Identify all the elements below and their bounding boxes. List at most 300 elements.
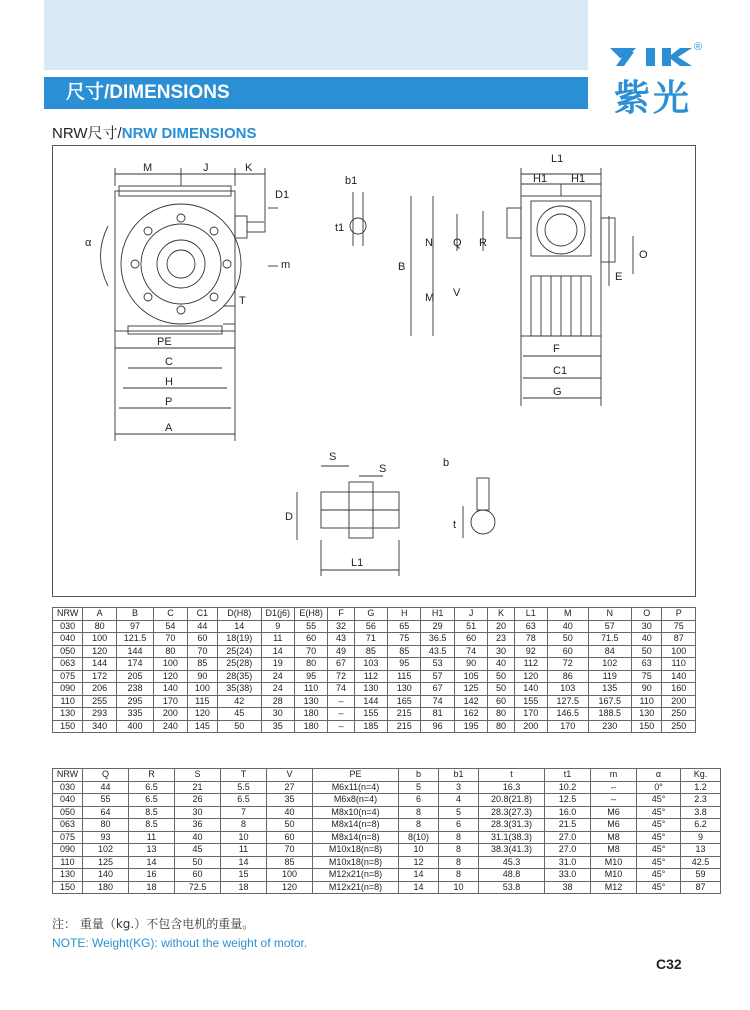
- table-cell: 8: [439, 844, 479, 857]
- table-cell: 14: [221, 856, 267, 869]
- table-cell: 80: [294, 658, 327, 671]
- table-cell: M10: [591, 869, 637, 882]
- table-cell: 188.5: [588, 708, 632, 721]
- table-cell: 80: [488, 720, 514, 733]
- table-cell: 57: [421, 670, 454, 683]
- table-cell: 18: [129, 881, 175, 894]
- table-cell: 14: [399, 869, 439, 882]
- table-cell: 100: [154, 658, 187, 671]
- table-cell: 70: [187, 645, 217, 658]
- table-cell: 14: [261, 645, 294, 658]
- table-cell: 150: [53, 881, 83, 894]
- table-cell: 45: [175, 844, 221, 857]
- table-header-row: [53, 608, 696, 621]
- table-cell: V: [267, 769, 313, 782]
- table-cell: 24: [261, 683, 294, 696]
- table-cell: 142: [454, 695, 487, 708]
- table-cell: 090: [53, 683, 83, 696]
- table-cell: 8(10): [399, 831, 439, 844]
- label-g: G: [553, 386, 562, 398]
- table-cell: 3: [439, 781, 479, 794]
- table-cell: 4: [439, 794, 479, 807]
- label-b: B: [398, 261, 406, 273]
- table-row: [53, 794, 721, 807]
- table-cell: 238: [116, 683, 153, 696]
- table-cell: 105: [454, 670, 487, 683]
- table-cell: 55: [294, 620, 327, 633]
- table-cell: 21.5: [545, 819, 591, 832]
- table-cell: 80: [83, 819, 129, 832]
- table-cell: 80: [83, 620, 116, 633]
- table-cell: 18(19): [218, 633, 262, 646]
- table-cell: 10: [221, 831, 267, 844]
- table-cell: 63: [514, 620, 547, 633]
- table-cell: 70: [294, 645, 327, 658]
- table-cell: 293: [83, 708, 116, 721]
- table-cell: 80: [488, 708, 514, 721]
- table-cell: 110: [53, 856, 83, 869]
- table-cell: M6x8(n=4): [313, 794, 399, 807]
- table-cell: 130: [388, 683, 421, 696]
- table-cell: 40: [632, 633, 662, 646]
- table-cell: t1: [545, 769, 591, 782]
- table-cell: 25(24): [218, 645, 262, 658]
- table-cell: 103: [354, 658, 387, 671]
- table-cell: 400: [116, 720, 153, 733]
- table-cell: 144: [83, 658, 116, 671]
- table-cell: 38.3(41.3): [479, 844, 545, 857]
- dimensions-table-2: [52, 768, 721, 894]
- label-s-right: S: [379, 463, 387, 475]
- table-cell: 165: [388, 695, 421, 708]
- table-cell: 130: [294, 695, 327, 708]
- label-h: H: [165, 376, 173, 388]
- table-cell: 100: [662, 645, 696, 658]
- table-cell: 206: [83, 683, 116, 696]
- table-cell: 255: [83, 695, 116, 708]
- table-cell: M6x11(n=4): [313, 781, 399, 794]
- table-cell: D(H8): [218, 608, 262, 621]
- table-cell: 28.3(31.3): [479, 819, 545, 832]
- table-cell: 174: [116, 658, 153, 671]
- table-cell: 60: [488, 695, 514, 708]
- table-cell: 42.5: [681, 856, 721, 869]
- registered-mark: ®: [694, 41, 703, 53]
- table-cell: NRW: [53, 608, 83, 621]
- table-cell: 160: [662, 683, 696, 696]
- table-cell: 35(38): [218, 683, 262, 696]
- table-cell: 050: [53, 806, 83, 819]
- table-cell: M10: [591, 856, 637, 869]
- label-j: J: [203, 162, 209, 174]
- label-b-key: b: [443, 457, 450, 469]
- table-cell: 215: [388, 708, 421, 721]
- table-cell: E(H8): [294, 608, 327, 621]
- table-cell: 130: [53, 869, 83, 882]
- table-cell: 8: [221, 819, 267, 832]
- table-cell: 200: [154, 708, 187, 721]
- table-cell: M8x10(n=4): [313, 806, 399, 819]
- table-cell: 6.5: [129, 781, 175, 794]
- table-cell: –: [591, 781, 637, 794]
- table-header-row: [53, 769, 721, 782]
- table-row: [53, 695, 696, 708]
- table-cell: 5.5: [221, 781, 267, 794]
- table-cell: 35: [261, 720, 294, 733]
- table-cell: 19: [261, 658, 294, 671]
- table-cell: 110: [632, 695, 662, 708]
- label-h1-left: H1: [533, 173, 548, 185]
- table-cell: 44: [187, 620, 217, 633]
- table-cell: 57: [588, 620, 632, 633]
- table-cell: 20.8(21.8): [479, 794, 545, 807]
- table-cell: 28: [261, 695, 294, 708]
- table-cell: 72: [548, 658, 589, 671]
- table-cell: 120: [267, 881, 313, 894]
- table-cell: R: [129, 769, 175, 782]
- table-cell: 60: [294, 633, 327, 646]
- table-cell: 16.3: [479, 781, 545, 794]
- table-cell: t: [479, 769, 545, 782]
- table-cell: 72: [328, 670, 354, 683]
- header-band: [44, 0, 588, 70]
- table-cell: –: [328, 720, 354, 733]
- table-cell: M10x18(n=8): [313, 844, 399, 857]
- table-cell: 45°: [637, 806, 681, 819]
- table-cell: M8x14(n=8): [313, 831, 399, 844]
- table-cell: 45°: [637, 844, 681, 857]
- table-cell: F: [328, 608, 354, 621]
- table-cell: 2.3: [681, 794, 721, 807]
- table-cell: 38: [545, 881, 591, 894]
- table-cell: D1(j6): [261, 608, 294, 621]
- table-cell: 45°: [637, 794, 681, 807]
- table-cell: 040: [53, 633, 83, 646]
- table-cell: 12.5: [545, 794, 591, 807]
- page-number: C32: [656, 956, 682, 972]
- table-cell: 32: [328, 620, 354, 633]
- table-cell: b1: [439, 769, 479, 782]
- table-cell: 74: [454, 645, 487, 658]
- table-cell: 21: [175, 781, 221, 794]
- table-cell: 11: [221, 844, 267, 857]
- table-cell: 43: [328, 633, 354, 646]
- table-cell: 64: [83, 806, 129, 819]
- table-cell: 5: [439, 806, 479, 819]
- table-cell: 75: [632, 670, 662, 683]
- table-cell: 20: [488, 620, 514, 633]
- table-cell: 155: [354, 708, 387, 721]
- table-cell: –: [328, 695, 354, 708]
- label-o: O: [639, 249, 648, 261]
- table-cell: L1: [514, 608, 547, 621]
- table-cell: 29: [421, 620, 454, 633]
- table-cell: 78: [514, 633, 547, 646]
- table-row: [53, 708, 696, 721]
- table-cell: 100: [83, 633, 116, 646]
- table-cell: 54: [154, 620, 187, 633]
- table-cell: 0°: [637, 781, 681, 794]
- table-cell: 16.0: [545, 806, 591, 819]
- table-row: [53, 633, 696, 646]
- table-cell: 85: [187, 658, 217, 671]
- table-cell: 144: [354, 695, 387, 708]
- table-cell: 110: [53, 695, 83, 708]
- table-cell: 6: [439, 819, 479, 832]
- table-cell: 030: [53, 620, 83, 633]
- table-cell: 3.8: [681, 806, 721, 819]
- table-cell: C1: [187, 608, 217, 621]
- table-cell: 6.2: [681, 819, 721, 832]
- table-cell: 59: [681, 869, 721, 882]
- table-cell: 140: [154, 683, 187, 696]
- label-k: K: [245, 162, 253, 174]
- table-cell: 13: [681, 844, 721, 857]
- table-cell: O: [632, 608, 662, 621]
- note-chinese: 注： 重量（kg.）不包含电机的重量。: [52, 917, 255, 931]
- table-cell: 120: [83, 645, 116, 658]
- table-cell: 53.8: [479, 881, 545, 894]
- table-cell: 74: [328, 683, 354, 696]
- table-cell: 10: [399, 844, 439, 857]
- table-cell: M: [548, 608, 589, 621]
- table-cell: 55: [83, 794, 129, 807]
- table-cell: 1.2: [681, 781, 721, 794]
- label-d1: D1: [275, 189, 290, 201]
- table-cell: 130: [53, 708, 83, 721]
- table-cell: 93: [83, 831, 129, 844]
- table-cell: 45°: [637, 881, 681, 894]
- table-cell: 14: [129, 856, 175, 869]
- table-cell: M12x21(n=8): [313, 869, 399, 882]
- table-cell: 250: [662, 720, 696, 733]
- table-cell: 24: [261, 670, 294, 683]
- dimensions-table-1: [52, 607, 696, 733]
- table-cell: 48.8: [479, 869, 545, 882]
- table-cell: 135: [588, 683, 632, 696]
- table-cell: 95: [388, 658, 421, 671]
- table-cell: 102: [588, 658, 632, 671]
- table-cell: 140: [514, 683, 547, 696]
- table-cell: 16: [129, 869, 175, 882]
- table-cell: 200: [514, 720, 547, 733]
- table-cell: PE: [313, 769, 399, 782]
- table-cell: 30: [261, 708, 294, 721]
- table-cell: 335: [116, 708, 153, 721]
- table-cell: M12: [591, 881, 637, 894]
- table-cell: 162: [454, 708, 487, 721]
- table-cell: 150: [53, 720, 83, 733]
- table-cell: 45°: [637, 856, 681, 869]
- table-cell: 090: [53, 844, 83, 857]
- table-cell: 063: [53, 658, 83, 671]
- table-cell: 14: [218, 620, 262, 633]
- table-cell: 050: [53, 645, 83, 658]
- label-p: P: [165, 396, 173, 408]
- table-cell: 45°: [637, 819, 681, 832]
- table-cell: N: [588, 608, 632, 621]
- table-cell: A: [83, 608, 116, 621]
- table-cell: 103: [548, 683, 589, 696]
- table-cell: 86: [548, 670, 589, 683]
- table-row: [53, 720, 696, 733]
- table-cell: 295: [116, 695, 153, 708]
- table-cell: 97: [116, 620, 153, 633]
- label-r: R: [479, 237, 487, 249]
- label-t1: t1: [335, 222, 345, 234]
- table-cell: M6: [591, 819, 637, 832]
- table-cell: 130: [632, 708, 662, 721]
- table-cell: 7: [221, 806, 267, 819]
- table-row: [53, 806, 721, 819]
- label-e: E: [615, 271, 623, 283]
- table-cell: 25(28): [218, 658, 262, 671]
- label-c: C: [165, 356, 173, 368]
- table-cell: M8: [591, 844, 637, 857]
- table-cell: 63: [632, 658, 662, 671]
- table-cell: 45°: [637, 831, 681, 844]
- table-cell: 030: [53, 781, 83, 794]
- table-cell: 172: [83, 670, 116, 683]
- page-subtitle: [52, 122, 256, 143]
- table-cell: 60: [267, 831, 313, 844]
- label-alpha: α: [85, 237, 92, 249]
- table-cell: 075: [53, 831, 83, 844]
- table-cell: 23: [488, 633, 514, 646]
- table-cell: 9: [261, 620, 294, 633]
- table-cell: 040: [53, 794, 83, 807]
- table-cell: 127.5: [548, 695, 589, 708]
- table-cell: 44: [83, 781, 129, 794]
- table-cell: 6: [399, 794, 439, 807]
- table-cell: 40: [175, 831, 221, 844]
- table-cell: 9: [681, 831, 721, 844]
- table-cell: 112: [514, 658, 547, 671]
- subtitle-main: NRW DIMENSIONS: [121, 125, 257, 142]
- table-cell: 140: [662, 670, 696, 683]
- table-cell: 170: [154, 695, 187, 708]
- brand-name-cn: 紫光: [614, 78, 693, 119]
- table-cell: C: [154, 608, 187, 621]
- table-cell: 90: [454, 658, 487, 671]
- table-cell: 8: [439, 831, 479, 844]
- label-m-side: M: [425, 292, 435, 304]
- table-cell: 215: [388, 720, 421, 733]
- table-cell: 110: [294, 683, 327, 696]
- table-cell: 115: [187, 695, 217, 708]
- table-cell: 8.5: [129, 806, 175, 819]
- label-b1: b1: [345, 175, 358, 187]
- table-cell: 85: [354, 645, 387, 658]
- table-cell: 167.5: [588, 695, 632, 708]
- table-cell: 144: [116, 645, 153, 658]
- table-cell: 205: [116, 670, 153, 683]
- table-cell: 230: [588, 720, 632, 733]
- table-cell: 119: [588, 670, 632, 683]
- label-s-left: S: [329, 451, 337, 463]
- table-cell: K: [488, 608, 514, 621]
- table-cell: 56: [354, 620, 387, 633]
- table-cell: 12: [399, 856, 439, 869]
- table-cell: 150: [632, 720, 662, 733]
- table-cell: 90: [632, 683, 662, 696]
- label-t: T: [239, 295, 246, 307]
- table-cell: 87: [662, 633, 696, 646]
- table-cell: 063: [53, 819, 83, 832]
- table-cell: 50: [267, 819, 313, 832]
- section-title: 尺寸/DIMENSIONS: [44, 77, 588, 109]
- table-cell: 75: [388, 633, 421, 646]
- table-cell: 26: [175, 794, 221, 807]
- table-cell: 45°: [637, 869, 681, 882]
- table-cell: 27: [267, 781, 313, 794]
- table-cell: 170: [514, 708, 547, 721]
- table-cell: –: [328, 708, 354, 721]
- table-cell: 60: [548, 645, 589, 658]
- table-cell: 50: [632, 645, 662, 658]
- table-cell: 15: [221, 869, 267, 882]
- table-row: [53, 819, 721, 832]
- table-cell: 240: [154, 720, 187, 733]
- table-cell: 36: [175, 819, 221, 832]
- table-cell: 140: [83, 869, 129, 882]
- table-cell: 200: [662, 695, 696, 708]
- table-row: [53, 620, 696, 633]
- table-cell: –: [591, 794, 637, 807]
- table-cell: 180: [294, 720, 327, 733]
- table-row: [53, 683, 696, 696]
- table-cell: 40: [488, 658, 514, 671]
- table-cell: 60: [454, 633, 487, 646]
- table-row: [53, 856, 721, 869]
- table-cell: 10: [439, 881, 479, 894]
- table-cell: 13: [129, 844, 175, 857]
- table-cell: 195: [454, 720, 487, 733]
- table-cell: 72.5: [175, 881, 221, 894]
- table-cell: 87: [681, 881, 721, 894]
- table-cell: H: [388, 608, 421, 621]
- table-cell: 180: [294, 708, 327, 721]
- table-cell: 36.5: [421, 633, 454, 646]
- table-cell: 84: [588, 645, 632, 658]
- table-cell: 155: [514, 695, 547, 708]
- table-cell: 31.0: [545, 856, 591, 869]
- table-cell: 60: [175, 869, 221, 882]
- table-row: [53, 645, 696, 658]
- table-cell: b: [399, 769, 439, 782]
- table-cell: 81: [421, 708, 454, 721]
- table-cell: 33.0: [545, 869, 591, 882]
- table-cell: 121.5: [116, 633, 153, 646]
- label-t-key: t: [453, 519, 457, 531]
- table-cell: 075: [53, 670, 83, 683]
- table-cell: 100: [187, 683, 217, 696]
- drawing-labels: [85, 153, 648, 569]
- table-cell: P: [662, 608, 696, 621]
- table-cell: 67: [328, 658, 354, 671]
- table-cell: 71.5: [588, 633, 632, 646]
- table-cell: 28(35): [218, 670, 262, 683]
- table-cell: 8.5: [129, 819, 175, 832]
- table-cell: 35: [267, 794, 313, 807]
- label-m: M: [143, 162, 153, 174]
- table-cell: J: [454, 608, 487, 621]
- label-v: V: [453, 287, 461, 299]
- table-cell: H1: [421, 608, 454, 621]
- table-cell: 43.5: [421, 645, 454, 658]
- table-cell: 8: [399, 819, 439, 832]
- table-cell: 40: [548, 620, 589, 633]
